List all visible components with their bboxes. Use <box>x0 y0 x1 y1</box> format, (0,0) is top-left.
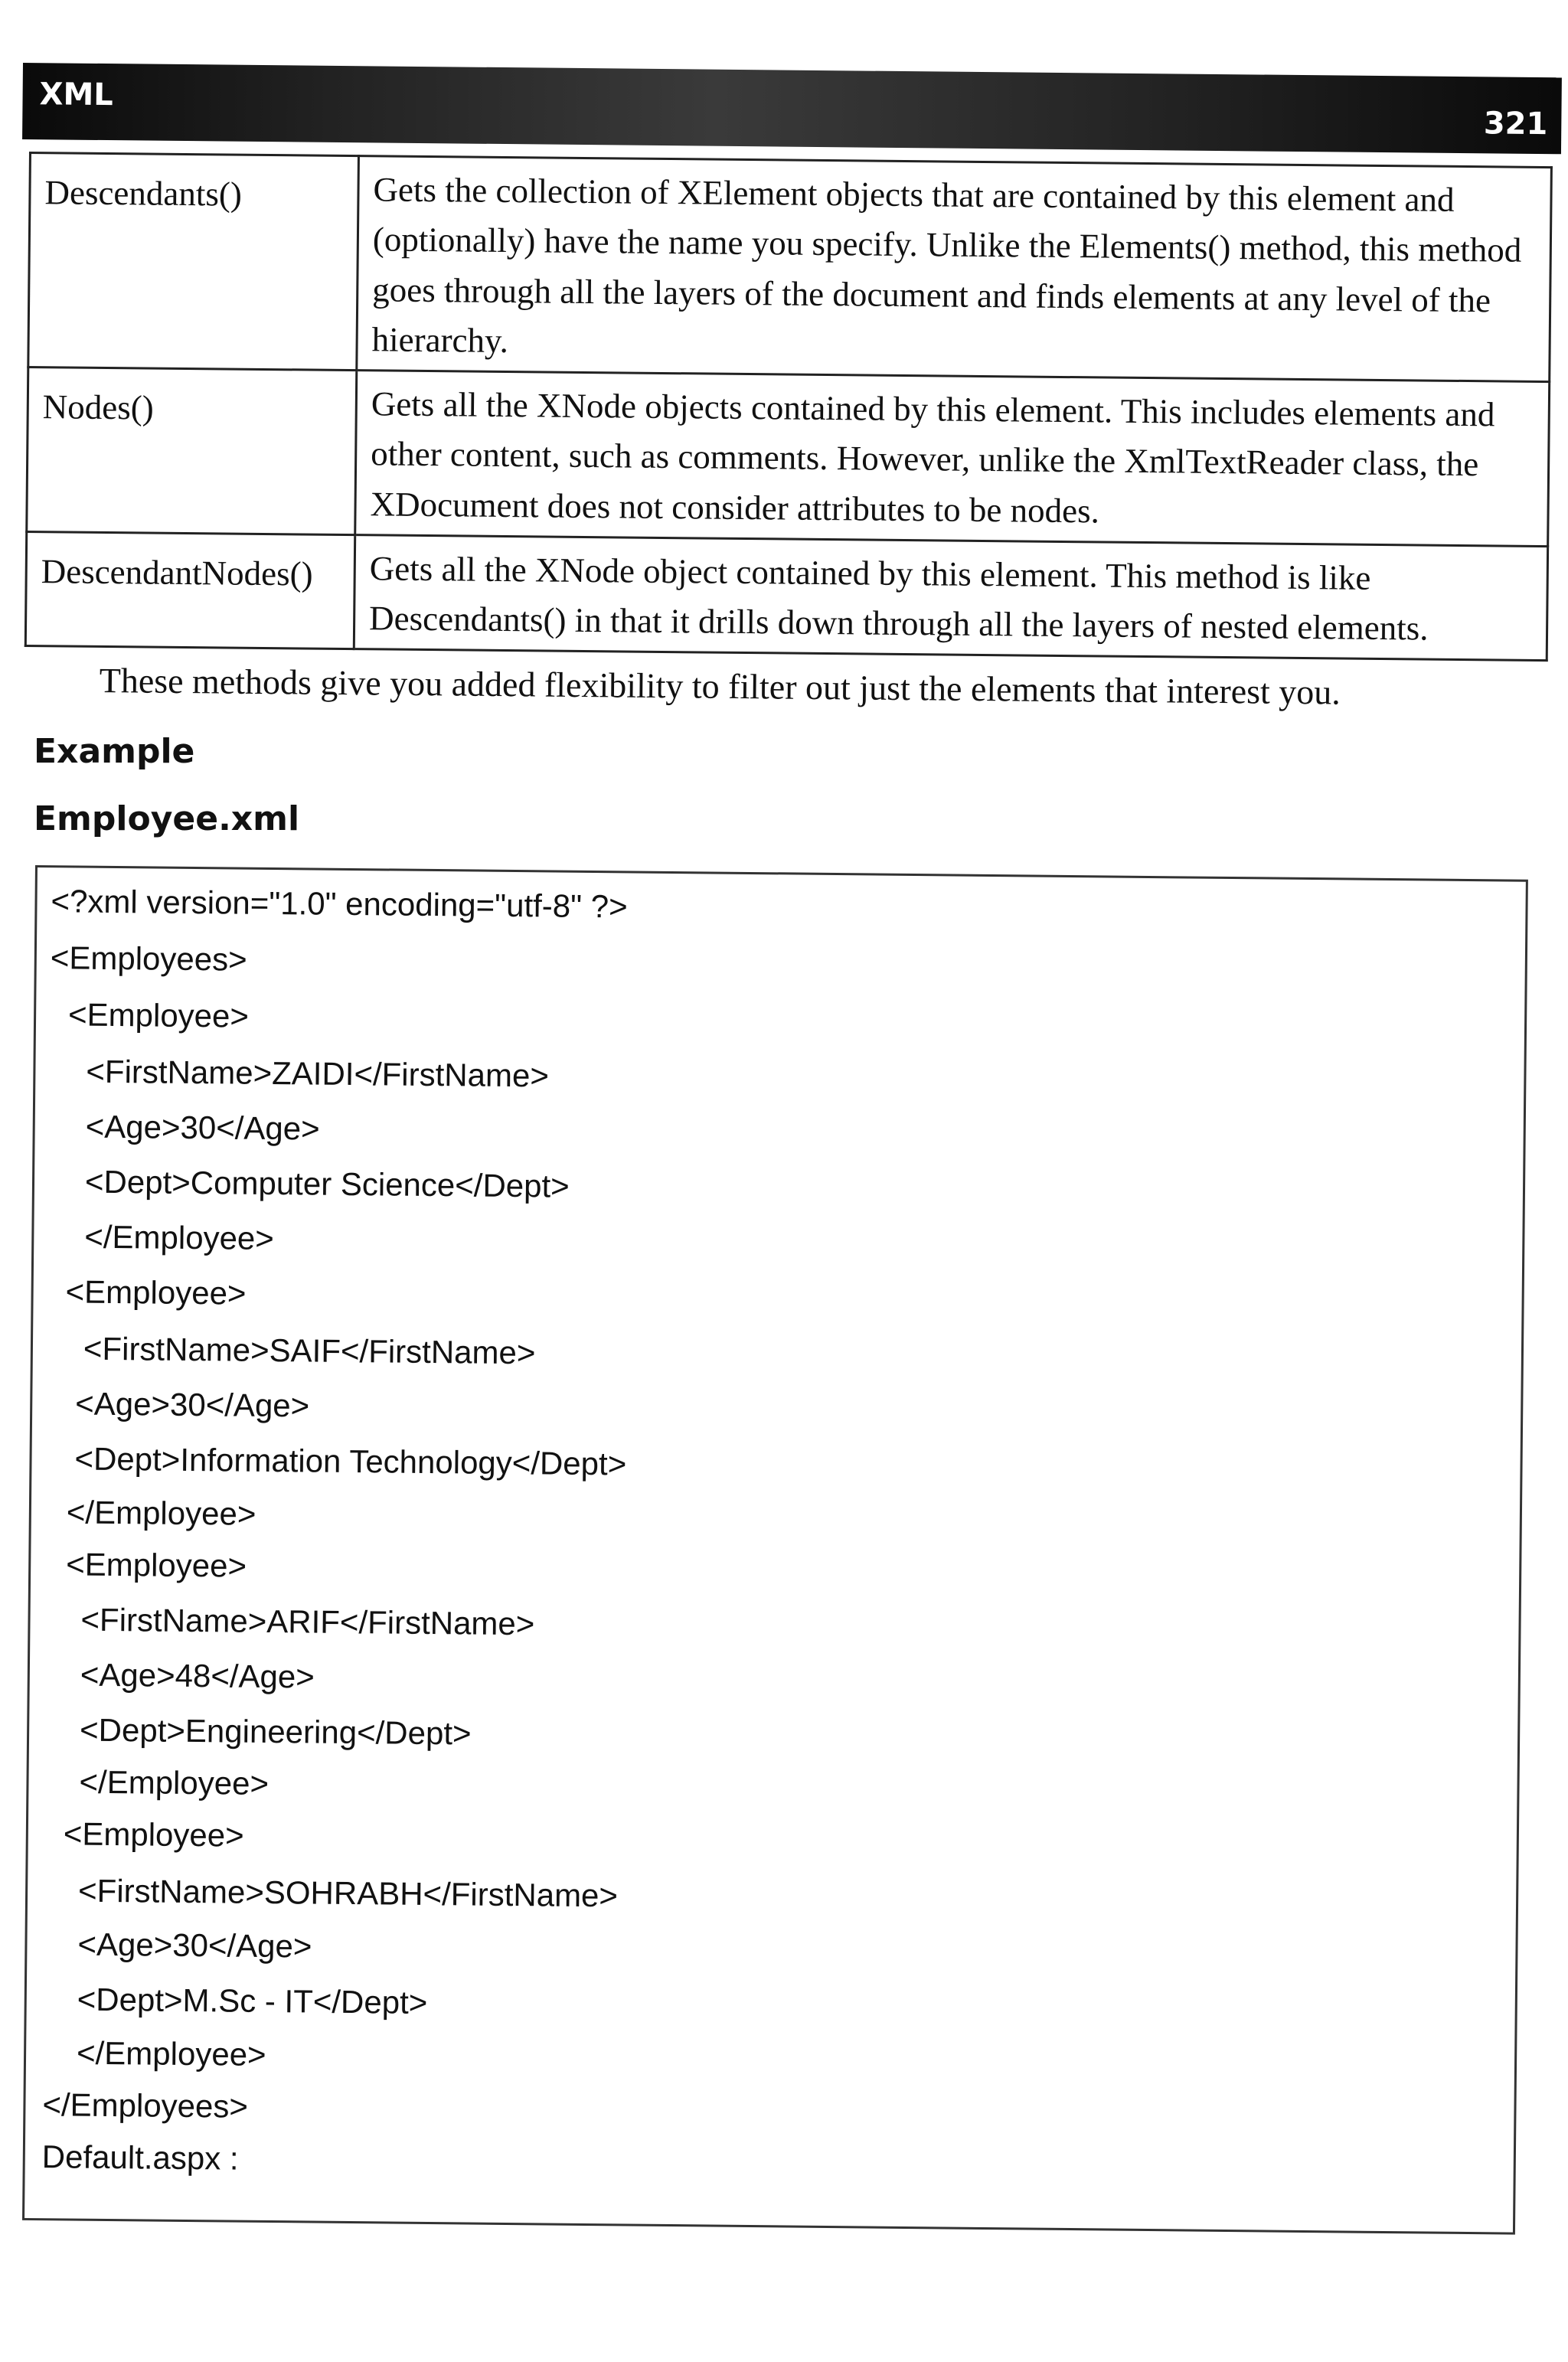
table-row <box>28 153 1552 382</box>
code-line: </Employee> <box>76 2034 266 2073</box>
methods-table <box>24 152 1553 662</box>
code-line: <Dept>M.Sc - IT</Dept> <box>77 1981 428 2021</box>
method-name: DescendantNodes() <box>25 531 354 649</box>
code-line: <Dept>Computer Science</Dept> <box>84 1163 570 1204</box>
method-description: Gets the collection of XElement objects that are contained by this element and (optionally) have the name you specify. Unlike the Elements() method, this method goes through all the layers of the document and finds elements at any level of the hierarchy. <box>357 156 1552 382</box>
code-line: <Dept>Information Technology</Dept> <box>74 1440 627 1482</box>
code-line: </Employee> <box>79 1763 270 1802</box>
example-heading: Example <box>34 732 195 771</box>
chapter-header-bar <box>22 63 1562 154</box>
method-description: Gets all the XNode object contained by this element. This method is like Descendants() in that it drills down through all the layers of nested elements. <box>354 534 1547 660</box>
code-line: <Employee> <box>65 1273 247 1312</box>
code-line: <Age>30</Age> <box>77 1926 312 1965</box>
code-line: <FirstName>ZAIDI</FirstName> <box>86 1053 550 1094</box>
method-name: Descendants() <box>28 153 359 371</box>
method-description: Gets all the XNode objects contained by this element. This includes elements and other content, such as comments. However, unlike the XmlTextReader class, the XDocument does not consider attributes to be nodes. <box>355 371 1550 547</box>
code-line: <FirstName>SOHRABH</FirstName> <box>77 1872 619 1914</box>
code-line: Default.aspx : <box>41 2138 239 2177</box>
chapter-title: XML <box>39 77 113 113</box>
code-line: </Employees> <box>42 2086 249 2125</box>
code-line: </Employee> <box>84 1218 275 1257</box>
code-line: <Age>30</Age> <box>85 1108 320 1147</box>
code-line: </Employee> <box>66 1494 256 1532</box>
page-number: 321 <box>1483 106 1548 142</box>
code-line: <Age>30</Age> <box>75 1385 310 1424</box>
code-line: <?xml version="1.0" encoding="utf-8" ?> <box>51 883 628 925</box>
code-line: <FirstName>ARIF</FirstName> <box>80 1601 535 1642</box>
code-listing <box>22 865 1528 2235</box>
method-name: Nodes() <box>27 368 357 535</box>
code-line: <Age>48</Age> <box>80 1656 315 1695</box>
table-row <box>25 531 1547 661</box>
code-line: <Employee> <box>67 996 250 1034</box>
code-line: <Dept>Engineering</Dept> <box>79 1711 472 1752</box>
table-row <box>27 368 1550 547</box>
code-line: <Employees> <box>50 939 247 978</box>
code-line: <Employee> <box>66 1546 247 1584</box>
code-line: <Employee> <box>63 1815 244 1854</box>
file-heading: Employee.xml <box>34 799 300 838</box>
code-line: <FirstName>SAIF</FirstName> <box>83 1330 536 1371</box>
summary-paragraph: These methods give you added flexibility to filter out just the elements that interest you. <box>99 660 1341 712</box>
